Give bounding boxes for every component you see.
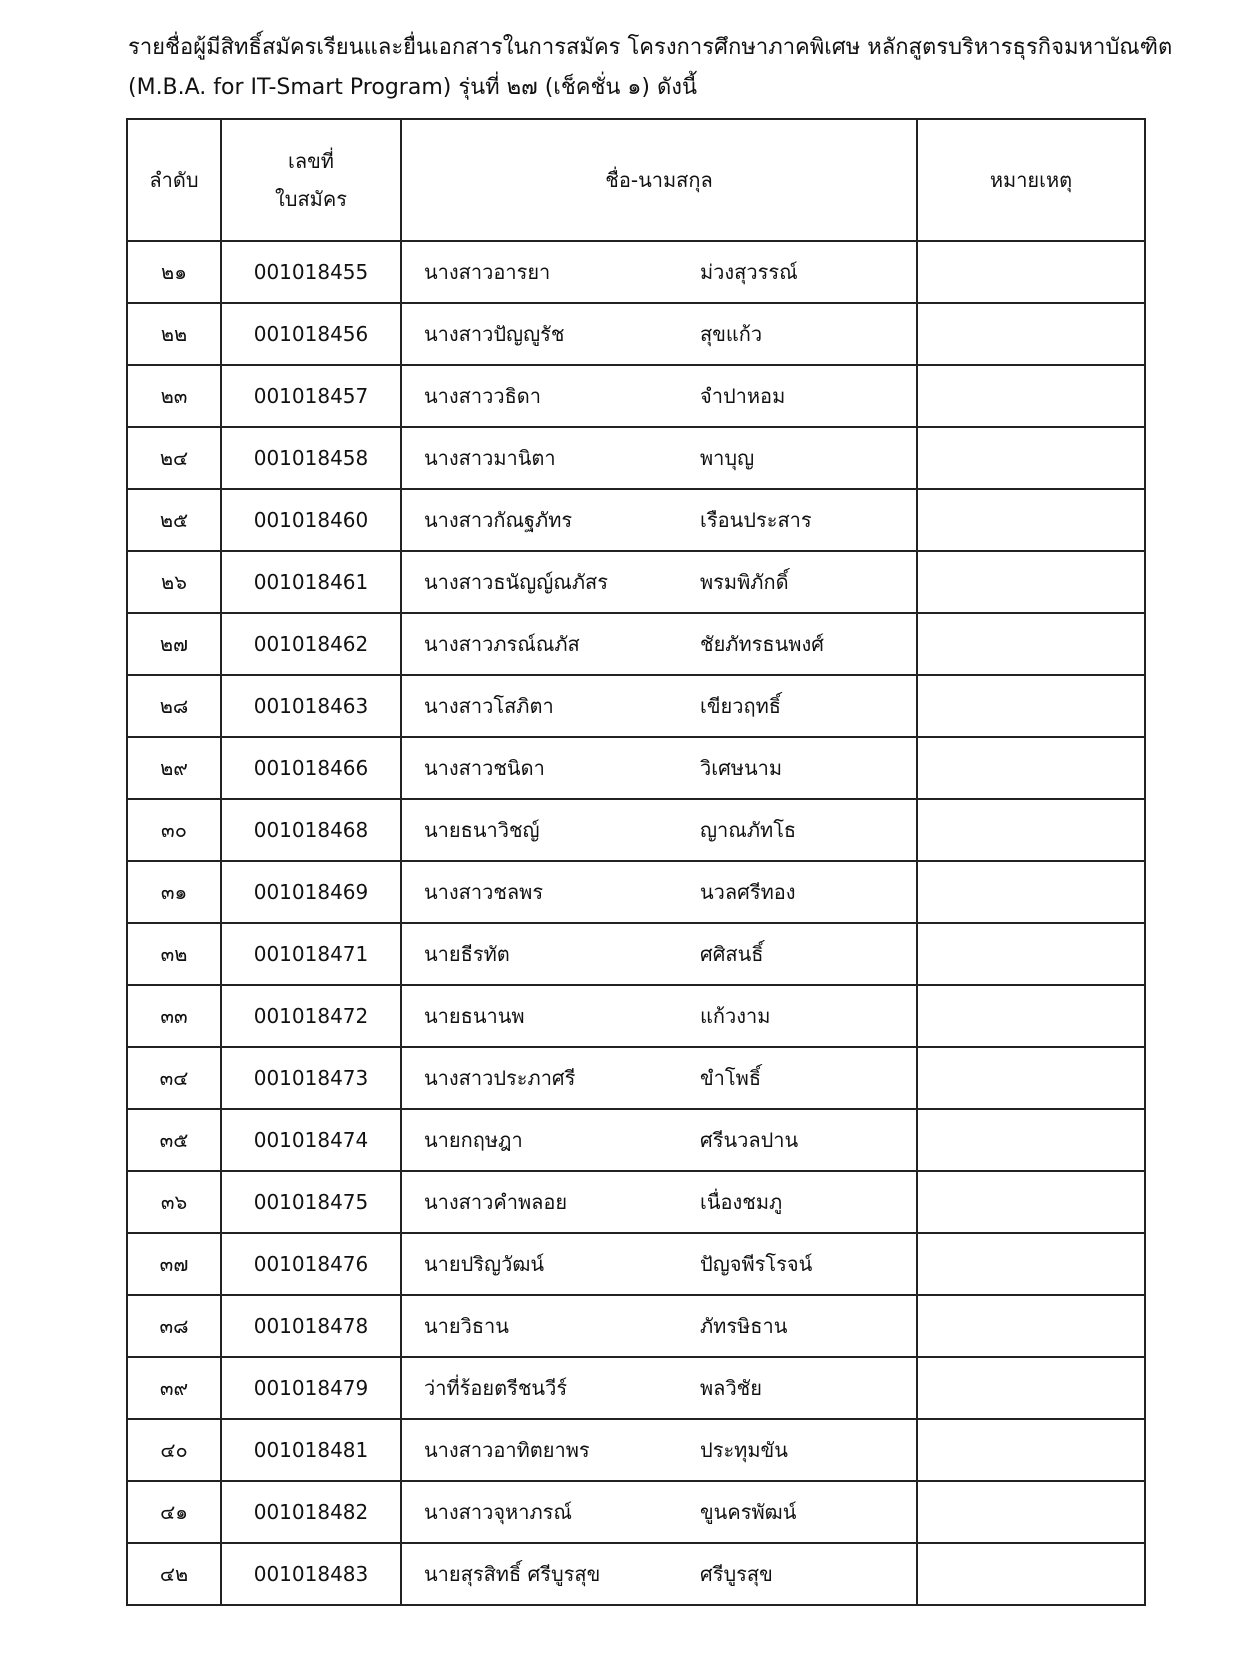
remark-cell: [917, 1295, 1145, 1357]
remark-cell: [917, 1171, 1145, 1233]
row-number: ๒๓: [127, 365, 221, 427]
table-row: [127, 241, 1145, 303]
applicant-name: [401, 675, 917, 737]
applicant-name: [401, 1295, 917, 1357]
applicant-name: [401, 613, 917, 675]
last-name: ศศิสนธิ์: [700, 942, 764, 966]
table-row: [127, 1481, 1145, 1543]
application-number: 001018457: [221, 365, 401, 427]
table-row: [127, 1171, 1145, 1233]
row-number: ๔๒: [127, 1543, 221, 1605]
table-row: [127, 613, 1145, 675]
row-number: ๓๙: [127, 1357, 221, 1419]
row-number: ๓๐: [127, 799, 221, 861]
applicant-name: [401, 1047, 917, 1109]
first-name: นางสาวจุหาภรณ์: [424, 1500, 572, 1524]
application-number: 001018461: [221, 551, 401, 613]
last-name: จำปาหอม: [700, 384, 786, 408]
remark-cell: [917, 551, 1145, 613]
remark-cell: [917, 1233, 1145, 1295]
application-number: 001018481: [221, 1419, 401, 1481]
table-row: [127, 1357, 1145, 1419]
table-body: [127, 241, 1145, 1605]
first-name: นายกฤษฎา: [424, 1128, 523, 1152]
table-row: [127, 737, 1145, 799]
remark-cell: [917, 1357, 1145, 1419]
first-name: นางสาวชนิดา: [424, 756, 545, 780]
heading-line-1: รายชื่อผู้มีสิทธิ์สมัครเรียนและยื่นเอกสารในการสมัคร โครงการศึกษาภาคพิเศษ หลักสูตรบริหารธุรกิจมหาบัณฑิต: [128, 35, 1173, 60]
first-name: นางสาวปัญญูรัช: [424, 322, 565, 346]
row-number: ๒๔: [127, 427, 221, 489]
header-application-number: [221, 119, 401, 241]
first-name: นางสาวชลพร: [424, 880, 544, 904]
remark-cell: [917, 799, 1145, 861]
first-name: นายวิธาน: [424, 1314, 509, 1338]
table-row: [127, 303, 1145, 365]
remark-cell: [917, 427, 1145, 489]
row-number: ๒๙: [127, 737, 221, 799]
applicant-name: [401, 365, 917, 427]
application-number: 001018475: [221, 1171, 401, 1233]
header-application-line-2: ใบสมัคร: [275, 187, 347, 211]
remark-cell: [917, 1481, 1145, 1543]
row-number: ๒๑: [127, 241, 221, 303]
application-number: 001018478: [221, 1295, 401, 1357]
applicant-name: [401, 1233, 917, 1295]
first-name: นางสาวคำพลอย: [424, 1190, 568, 1214]
applicant-name: [401, 985, 917, 1047]
table-row: [127, 1295, 1145, 1357]
row-number: ๓๖: [127, 1171, 221, 1233]
table-row: [127, 675, 1145, 737]
remark-cell: [917, 675, 1145, 737]
remark-cell: [917, 985, 1145, 1047]
remark-cell: [917, 365, 1145, 427]
first-name: นางสาววธิดา: [424, 384, 541, 408]
table-row: [127, 427, 1145, 489]
remark-cell: [917, 303, 1145, 365]
last-name: พลวิชัย: [700, 1376, 762, 1400]
application-number: 001018463: [221, 675, 401, 737]
last-name: ญาณภัทโธ: [700, 818, 797, 842]
table-row: [127, 365, 1145, 427]
first-name: นางสาวอารยา: [424, 260, 551, 284]
header-application-line-1: เลขที่: [288, 149, 334, 173]
application-number: 001018468: [221, 799, 401, 861]
table-row: [127, 489, 1145, 551]
table-row: [127, 551, 1145, 613]
last-name: พรมพิภักดิ์: [700, 570, 789, 594]
table-row: [127, 861, 1145, 923]
remark-cell: [917, 861, 1145, 923]
last-name: ขำโพธิ์: [700, 1066, 762, 1090]
last-name: ประทุมขัน: [700, 1438, 788, 1462]
row-number: ๒๕: [127, 489, 221, 551]
application-number: 001018455: [221, 241, 401, 303]
applicant-name: [401, 1109, 917, 1171]
remark-cell: [917, 1419, 1145, 1481]
table-row: [127, 1419, 1145, 1481]
first-name: นายสุรสิทธิ์ ศรีบูรสุข: [424, 1562, 601, 1586]
header-name: ชื่อ-นามสกุล: [401, 119, 917, 241]
last-name: เขียวฤทธิ์: [700, 694, 781, 718]
first-name: นางสาวกัณฐภัทร: [424, 508, 573, 532]
table-row: [127, 923, 1145, 985]
applicant-name: [401, 1543, 917, 1605]
applicant-name: [401, 427, 917, 489]
last-name: ขูนครพัฒน์: [700, 1500, 797, 1524]
first-name: นายธีรทัต: [424, 942, 510, 966]
remark-cell: [917, 241, 1145, 303]
applicant-name: [401, 799, 917, 861]
applicant-name: [401, 1481, 917, 1543]
applicant-name: [401, 489, 917, 551]
row-number: ๓๗: [127, 1233, 221, 1295]
document-heading: [128, 28, 1173, 108]
remark-cell: [917, 1047, 1145, 1109]
last-name: ศรีนวลปาน: [700, 1128, 799, 1152]
heading-line-2: (M.B.A. for IT-Smart Program) รุ่นที่ ๒๗ (เช็คชั่น ๑) ดังนี้: [128, 75, 698, 100]
applicant-name: [401, 1171, 917, 1233]
first-name: นางสาวธนัญญ์ณภัสร: [424, 570, 608, 594]
row-number: ๓๓: [127, 985, 221, 1047]
remark-cell: [917, 1543, 1145, 1605]
application-number: 001018472: [221, 985, 401, 1047]
row-number: ๓๑: [127, 861, 221, 923]
applicant-name: [401, 1357, 917, 1419]
remark-cell: [917, 1109, 1145, 1171]
last-name: นวลศรีทอง: [700, 880, 796, 904]
last-name: ม่วงสุวรรณ์: [700, 260, 798, 284]
row-number: ๒๘: [127, 675, 221, 737]
last-name: วิเศษนาม: [700, 756, 783, 780]
table-row: [127, 1109, 1145, 1171]
application-number: 001018469: [221, 861, 401, 923]
application-number: 001018466: [221, 737, 401, 799]
row-number: ๒๗: [127, 613, 221, 675]
first-name: นายปริญวัฒน์: [424, 1252, 545, 1276]
first-name: นายธนานพ: [424, 1004, 525, 1028]
last-name: เนื่องชมภู: [700, 1190, 783, 1214]
application-number: 001018482: [221, 1481, 401, 1543]
first-name: นางสาวภรณ์ณภัส: [424, 632, 580, 656]
last-name: พาบุญ: [700, 446, 755, 470]
row-number: ๔๐: [127, 1419, 221, 1481]
last-name: ปัญจพีรโรจน์: [700, 1252, 813, 1276]
last-name: ชัยภัทรธนพงศ์: [700, 632, 824, 656]
remark-cell: [917, 613, 1145, 675]
header-no: ลำดับ: [127, 119, 221, 241]
row-number: ๓๕: [127, 1109, 221, 1171]
remark-cell: [917, 923, 1145, 985]
row-number: ๒๒: [127, 303, 221, 365]
row-number: ๓๘: [127, 1295, 221, 1357]
last-name: เรือนประสาร: [700, 508, 812, 532]
application-number: 001018460: [221, 489, 401, 551]
applicant-name: [401, 1419, 917, 1481]
first-name: นายธนาวิชญ์: [424, 818, 540, 842]
application-number: 001018479: [221, 1357, 401, 1419]
application-number: 001018471: [221, 923, 401, 985]
last-name: ศรีบูรสุข: [700, 1562, 773, 1586]
applicant-table: [126, 118, 1146, 1606]
header-remark: หมายเหตุ: [917, 119, 1145, 241]
first-name: นางสาวประภาศรี: [424, 1066, 576, 1090]
table-header: [127, 119, 1145, 241]
first-name: นางสาวโสภิตา: [424, 694, 554, 718]
application-number: 001018476: [221, 1233, 401, 1295]
first-name: นางสาวมานิตา: [424, 446, 556, 470]
applicant-name: [401, 551, 917, 613]
table-row: [127, 799, 1145, 861]
row-number: ๒๖: [127, 551, 221, 613]
table-row: [127, 1233, 1145, 1295]
first-name: นางสาวอาทิตยาพร: [424, 1438, 590, 1462]
row-number: ๓๔: [127, 1047, 221, 1109]
application-number: 001018473: [221, 1047, 401, 1109]
last-name: ภัทรษิธาน: [700, 1314, 788, 1338]
remark-cell: [917, 489, 1145, 551]
table-row: [127, 1047, 1145, 1109]
table-row: [127, 1543, 1145, 1605]
applicant-name: [401, 241, 917, 303]
applicant-name: [401, 303, 917, 365]
row-number: ๓๒: [127, 923, 221, 985]
table-row: [127, 985, 1145, 1047]
application-number: 001018483: [221, 1543, 401, 1605]
remark-cell: [917, 737, 1145, 799]
applicant-name: [401, 923, 917, 985]
first-name: ว่าที่ร้อยตรีชนวีร์: [424, 1376, 568, 1400]
application-number: 001018458: [221, 427, 401, 489]
application-number: 001018462: [221, 613, 401, 675]
last-name: สุขแก้ว: [700, 322, 763, 346]
application-number: 001018474: [221, 1109, 401, 1171]
applicant-name: [401, 737, 917, 799]
row-number: ๔๑: [127, 1481, 221, 1543]
applicant-name: [401, 861, 917, 923]
application-number: 001018456: [221, 303, 401, 365]
last-name: แก้วงาม: [700, 1004, 771, 1028]
